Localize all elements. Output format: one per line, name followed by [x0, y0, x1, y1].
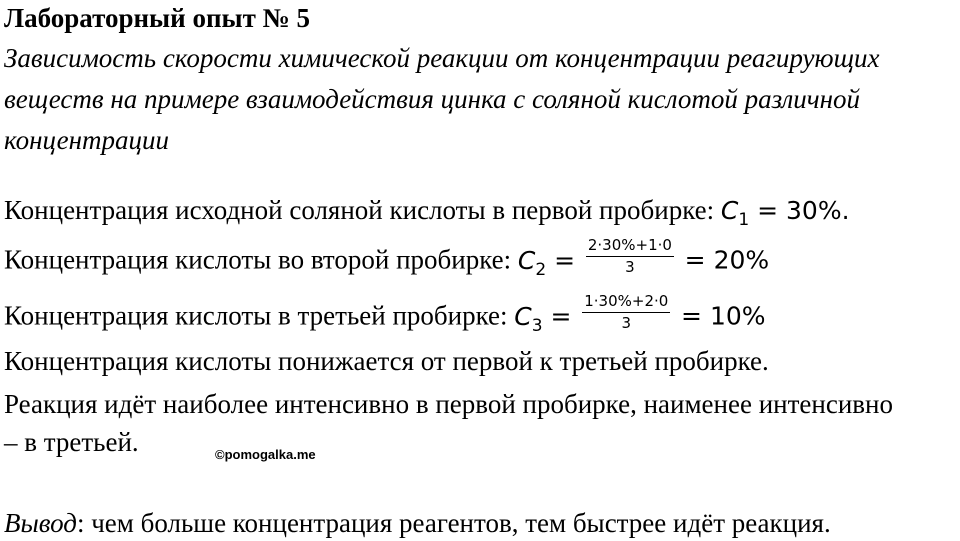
formula-equals: = [554, 245, 576, 275]
line-text: Концентрация кислоты в третьей пробирке: [4, 300, 508, 331]
fraction-denominator: 3 [621, 314, 632, 332]
concentration-line-3 [4, 292, 766, 342]
formula-variable: C [514, 301, 532, 331]
conclusion-text: : чем больше концентрация реагентов, тем быстрее идёт реакция. [76, 508, 831, 538]
watermark: ©pomogalka.me [215, 447, 316, 462]
line-text: Концентрация кислоты во второй пробирке: [4, 244, 512, 275]
subtitle-line: Зависимость скорости химической реакции от концентрации реагирующих [4, 43, 880, 73]
line-text: Концентрация исходной соляной кислоты в первой пробирке: [4, 195, 715, 225]
formula-result: = 10% [681, 301, 766, 331]
formula-subscript: 2 [535, 259, 547, 280]
conclusion-label: Вывод [4, 508, 77, 538]
fraction [582, 292, 670, 333]
subtitle-line: концентрации [4, 125, 170, 155]
conclusion [4, 507, 831, 539]
concentration-line-1 [4, 194, 850, 236]
fraction-denominator: 3 [625, 258, 635, 276]
formula-subscript: 3 [531, 315, 543, 336]
formula-variable: C [517, 245, 536, 275]
intensity-statement-line: Реакция идёт наиболее интенсивно в первой пробирке, наименее интенсивно [4, 389, 893, 419]
formula-result: = 30%. [757, 196, 850, 225]
formula-equals: = [550, 301, 572, 331]
intensity-statement-line: – в третьей. [4, 427, 139, 457]
fraction [586, 236, 674, 277]
trend-statement: Концентрация кислоты понижается от первой к третьей пробирке. [4, 346, 769, 376]
formula-c3 [514, 301, 572, 336]
fraction-numerator: 1·30%+2·0 [582, 292, 670, 313]
experiment-subtitle [4, 38, 956, 161]
formula-c1 [720, 196, 850, 230]
formula-result: = 20% [684, 245, 770, 275]
formula-variable: C [720, 196, 739, 225]
formula-c2 [517, 245, 576, 280]
page-title: Лабораторный опыт № 5 [4, 3, 310, 33]
formula-subscript: 1 [738, 210, 750, 230]
fraction-numerator: 2·30%+1·0 [586, 236, 674, 257]
concentration-line-2 [4, 236, 770, 286]
subtitle-line: веществ на примере взаимодействия цинка с соляной кислотой различной [4, 84, 860, 114]
